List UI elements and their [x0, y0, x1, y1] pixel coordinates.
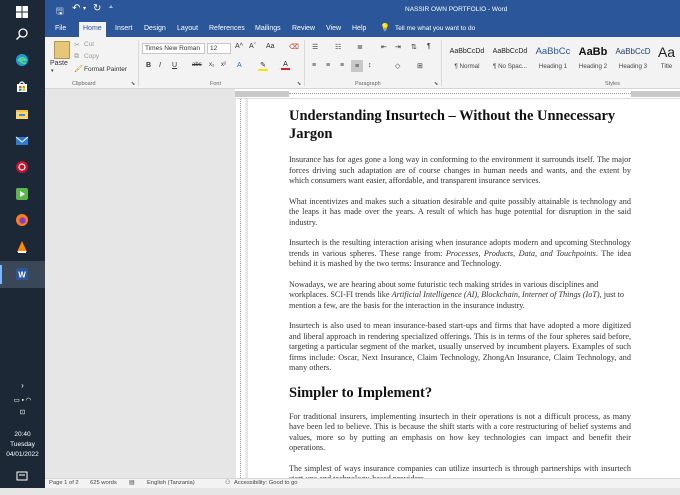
- vertical-ruler[interactable]: [236, 99, 246, 478]
- underline-button[interactable]: U: [172, 62, 178, 69]
- italic-button[interactable]: I: [159, 62, 161, 69]
- ruler-ticks: [289, 93, 631, 95]
- group-divider: [138, 40, 139, 86]
- document-page[interactable]: [248, 99, 680, 478]
- antivirus-icon[interactable]: [12, 157, 32, 177]
- ruler-ticks: [240, 99, 242, 478]
- page-count[interactable]: Page 1 of 2: [49, 480, 79, 486]
- store-icon[interactable]: [12, 77, 32, 97]
- document-title[interactable]: Understanding Insurtech – Without the Unnecessary Jargon: [289, 108, 616, 142]
- ribbon-home: [45, 37, 680, 89]
- horizontal-ruler[interactable]: [235, 89, 680, 99]
- paste-icon[interactable]: [54, 41, 70, 59]
- align-left-icon[interactable]: ≡: [312, 62, 317, 69]
- italic-text-run: Artificial Intelligence (AI), Blockchain, Internet of Things (IoT),: [391, 290, 602, 299]
- style-heading-1[interactable]: AaBbCc Heading 1: [535, 46, 571, 70]
- tab-mailings[interactable]: Mailings: [255, 25, 281, 32]
- clock-day[interactable]: Tuesday: [10, 441, 35, 448]
- clock-time[interactable]: 20:40: [14, 431, 31, 438]
- tab-design[interactable]: Design: [144, 25, 166, 32]
- show-marks-icon[interactable]: ¶: [427, 43, 431, 50]
- clipboard-group-label: Clipboard: [72, 81, 96, 87]
- style-no-spacing[interactable]: AaBbCcDd ¶ No Spac...: [492, 48, 528, 70]
- window-title: NASSIR OWN PORTFOLIO - Word: [405, 6, 508, 13]
- justify-icon[interactable]: ≡: [351, 60, 363, 72]
- align-right-icon[interactable]: ≡: [340, 62, 345, 69]
- shading-icon[interactable]: ◇: [395, 63, 401, 70]
- text-run: Nowadays, we are hearing about some futuristic tech making strides in various disciplines and workplaces. SCI-FI trends like: [289, 279, 599, 299]
- paragraph-group-label: Paragraph: [355, 81, 381, 87]
- windows-taskbar: [0, 0, 45, 488]
- style-normal[interactable]: AaBbCcDd ¶ Normal: [449, 48, 485, 70]
- tab-review[interactable]: Review: [292, 25, 315, 32]
- edge-browser-icon[interactable]: [12, 50, 32, 70]
- subscript-button[interactable]: x₂: [209, 62, 215, 68]
- save-icon[interactable]: 🖫: [56, 6, 64, 16]
- chevron-up-icon[interactable]: ›: [21, 381, 24, 390]
- notification-icon[interactable]: [12, 466, 32, 486]
- cut-icon[interactable]: ✂: [74, 42, 80, 49]
- search-icon[interactable]: [12, 24, 32, 44]
- superscript-button[interactable]: x²: [221, 62, 226, 68]
- mail-icon[interactable]: [12, 131, 32, 151]
- paragraph[interactable]: [289, 280, 631, 312]
- format-painter-icon[interactable]: 🖌: [74, 66, 83, 73]
- dialog-launcher-icon[interactable]: ⬊: [297, 81, 302, 87]
- document-body[interactable]: [289, 107, 631, 495]
- format-painter-button[interactable]: Format Painter: [84, 66, 127, 73]
- tab-layout[interactable]: Layout: [177, 25, 199, 32]
- customize-toolbar-icon[interactable]: ⩡: [109, 4, 113, 11]
- shrink-font-button[interactable]: Aˇ: [249, 43, 256, 50]
- paragraph[interactable]: The simplest of ways insurance companies can utilize insurtech is through partnerships with insurtech: [289, 463, 631, 473]
- tray-icons[interactable]: ▭ ▪ ◠: [13, 397, 32, 404]
- network-icon[interactable]: ⊡: [19, 409, 26, 416]
- lightbulb-icon: 💡: [380, 23, 390, 32]
- accessibility-icon: ⚇: [225, 480, 231, 486]
- grow-font-button[interactable]: A^: [235, 43, 243, 50]
- paragraph[interactable]: Insurance has for ages gone a long way in conforming to the environment it surrounds itself. The major forces driving such adaptation are of course changes in human needs and wants, and the extent by which consumers want easier, affordable, and transparent insurance services.: [289, 155, 631, 185]
- accessibility-status[interactable]: Accessibility: Good to go: [234, 480, 298, 486]
- clock-date[interactable]: 04/01/2022: [6, 451, 39, 458]
- status-bar: [45, 478, 680, 488]
- numbering-icon[interactable]: ☷: [335, 44, 342, 51]
- sort-icon[interactable]: ⇅: [411, 44, 417, 51]
- text-run: just to mention a few, are the basis for the interaction in the insurance industry.: [289, 290, 624, 310]
- paragraph[interactable]: [289, 238, 631, 270]
- paragraph[interactable]: What incentivizes and makes such a situation desirable and quite possibly attainable is technology and the leaps it has made over the years. A result of which has huge potential for disruption in the said industry.: [289, 196, 631, 227]
- tab-help[interactable]: Help: [352, 25, 367, 32]
- ruler-margin-left: [235, 91, 289, 97]
- dialog-launcher-icon[interactable]: ⬊: [434, 81, 439, 87]
- text-run: . The idea behind it is mashed by the two terms: Insurance and Technology.: [289, 248, 632, 268]
- tab-references[interactable]: References: [209, 25, 245, 32]
- highlight-icon[interactable]: ✎: [258, 61, 268, 71]
- paste-button[interactable]: Paste: [50, 60, 68, 67]
- text-run: Insurtech is the resulting interaction arising when insurance adopts modern and upcoming Stechnology trends in various spheres. These range from:: [289, 238, 631, 258]
- ribbon-tab-bar: [45, 20, 680, 37]
- style-title[interactable]: Aa Title: [657, 44, 676, 70]
- decrease-indent-icon[interactable]: ⇤: [381, 44, 387, 51]
- media-player-icon[interactable]: [12, 184, 32, 204]
- title-bar: [45, 0, 680, 20]
- cut-button[interactable]: Cut: [84, 41, 95, 48]
- firefox-icon[interactable]: [12, 210, 32, 230]
- redo-icon[interactable]: ↻: [93, 3, 102, 14]
- font-group-label: Font: [210, 81, 222, 87]
- font-color-icon[interactable]: A: [281, 61, 290, 70]
- group-divider: [304, 40, 305, 86]
- vlc-icon[interactable]: [12, 237, 32, 257]
- windows-start-icon[interactable]: [12, 2, 32, 22]
- bullets-icon[interactable]: ☰: [312, 44, 319, 51]
- italic-text-run: Processes, Products, Data, and Touchpoints: [445, 248, 596, 258]
- document-margin-area: [45, 89, 235, 478]
- tab-file[interactable]: File: [55, 25, 67, 32]
- group-divider: [441, 40, 442, 86]
- tell-me-search[interactable]: Tell me what you want to do: [395, 25, 476, 32]
- undo-icon[interactable]: ↶: [72, 3, 81, 14]
- paragraph[interactable]: Insurtech is also used to mean insurance-based start-ups and firms that have adopted a more digitized and liberal approach in rendering specialized offerings. This is in terms of the four spheres said before, targeting a particular segment of the market, usually unserved by incumbent players. Examples of such firms include: Oscar, Next Insurance, Claim Technology, ZhongAn Insurance, Claim Technology, and many others.: [289, 321, 631, 372]
- copy-button[interactable]: Copy: [84, 53, 100, 60]
- bold-button[interactable]: B: [146, 62, 152, 69]
- style-heading-3[interactable]: AaBbCcD Heading 3: [615, 47, 651, 70]
- font-name-dropdown[interactable]: Times New Roman: [142, 43, 205, 54]
- tab-view[interactable]: View: [326, 25, 342, 32]
- copy-icon[interactable]: ⧉: [74, 53, 79, 60]
- change-case-button[interactable]: Aa: [266, 43, 275, 50]
- borders-icon[interactable]: ⊞: [417, 63, 423, 70]
- chevron-down-icon[interactable]: ▾: [83, 6, 87, 12]
- tab-insert[interactable]: Insert: [115, 25, 133, 32]
- section-heading[interactable]: Simpler to Implement?: [289, 384, 433, 401]
- svg-text:W: W: [18, 270, 26, 280]
- increase-indent-icon[interactable]: ⇥: [395, 44, 401, 51]
- tab-home[interactable]: Home: [79, 22, 106, 37]
- font-size-dropdown[interactable]: 12: [207, 43, 231, 54]
- paragraph[interactable]: For traditional insurers, implementing insurtech in their operations is not a difficult process, as many have been led to believe. This is because the shift starts with a core restructuring of belief systems and values, more so by putting an emphasis on how key technologies can impact and benefit their operations.: [289, 411, 631, 452]
- chevron-down-icon[interactable]: ▾: [51, 68, 54, 74]
- ruler-margin-right: [631, 91, 680, 97]
- strikethrough-button[interactable]: abc: [192, 62, 202, 68]
- multilevel-list-icon[interactable]: ≣: [357, 44, 363, 51]
- align-center-icon[interactable]: ≡: [326, 62, 331, 69]
- file-explorer-icon[interactable]: [12, 104, 32, 124]
- clear-formatting-icon[interactable]: ⌫: [289, 44, 299, 51]
- styles-group-label: Styles: [605, 81, 620, 87]
- word-count[interactable]: 625 words: [90, 480, 117, 486]
- language-indicator[interactable]: English (Tanzania): [147, 480, 195, 486]
- line-spacing-icon[interactable]: ↕: [368, 62, 372, 69]
- style-heading-2[interactable]: AaBb Heading 2: [578, 46, 608, 70]
- text-effects-icon[interactable]: A: [237, 62, 242, 69]
- proofing-icon[interactable]: ▤: [129, 480, 135, 486]
- dialog-launcher-icon[interactable]: ⬊: [131, 81, 136, 87]
- word-icon[interactable]: [12, 264, 32, 284]
